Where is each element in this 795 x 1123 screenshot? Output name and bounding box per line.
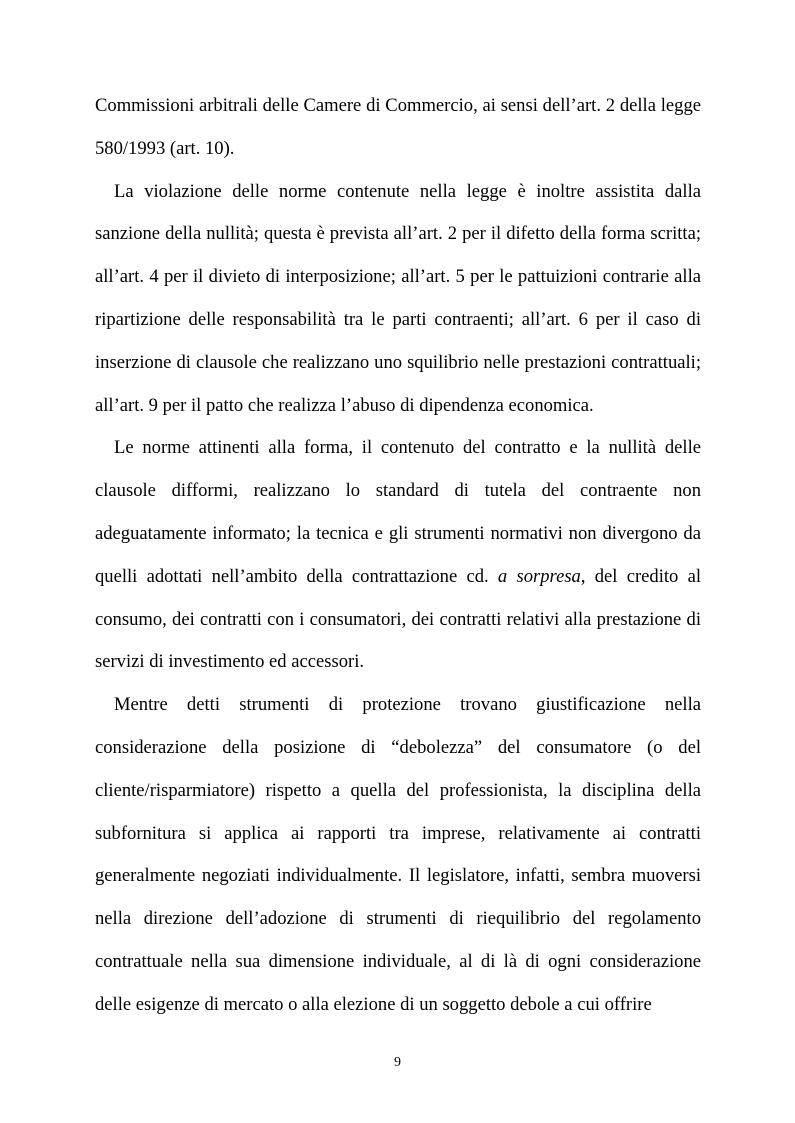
paragraph-3-italic-term: a sorpresa xyxy=(497,565,581,587)
paragraph-2: La violazione delle norme contenute nella legge è inoltre assistita dalla sanzione della nullità; questa è prevista all’art. 2 per il difetto della forma scritta; all’art. 4 per il divieto di interposizione; all’art. 5 per le pattuizioni contrarie alla ripartizione delle responsabilità tra le parti contraenti; all’art. 6 per il caso di inserzione di clausole che realizzano uno squilibrio nelle prestazioni contrattuali; all’art. 9 per il patto che realizza l’abuso di dipendenza economica. xyxy=(95,180,701,416)
paragraph-3-text-before: Le norme attinenti alla forma, il contenuto del contratto e la nullità delle clausole difformi, realizzano lo standard di tutela del contraente non adeguatamente informato; la tecnica e gli strumenti normativi non divergono da quelli adottati nell’ambito della contrattazione cd. xyxy=(95,437,701,587)
paragraph-4: Mentre detti strumenti di protezione trovano giustificazione nella considerazione della posizione di “debolezza” del consumatore (o del cliente/risparmiatore) rispetto a quella del professionista, la disciplina della subfornitura si applica ai rapporti tra imprese, relativamente ai contratti generalmente negoziati individualmente. Il legislatore, infatti, sembra muoversi nella direzione dell’adozione di strumenti di riequilibrio del regolamento contrattuale nella sua dimensione individuale, al di là di ogni considerazione delle esigenze di mercato o alla elezione di un soggetto debole a cui offrire xyxy=(95,694,701,1015)
paragraph-1: Commissioni arbitrali delle Camere di Commercio, ai sensi dell’art. 2 della legge 580/1993 (art. 10). xyxy=(95,95,701,159)
body-text xyxy=(95,85,701,1027)
page-number: 9 xyxy=(394,1055,401,1070)
paragraph-3-text-after: , del credito al consumo, dei contratti con i consumatori, dei contratti relativi alla prestazione di servizi di investimento ed accessori. xyxy=(95,565,701,673)
paragraph-3 xyxy=(95,427,701,684)
